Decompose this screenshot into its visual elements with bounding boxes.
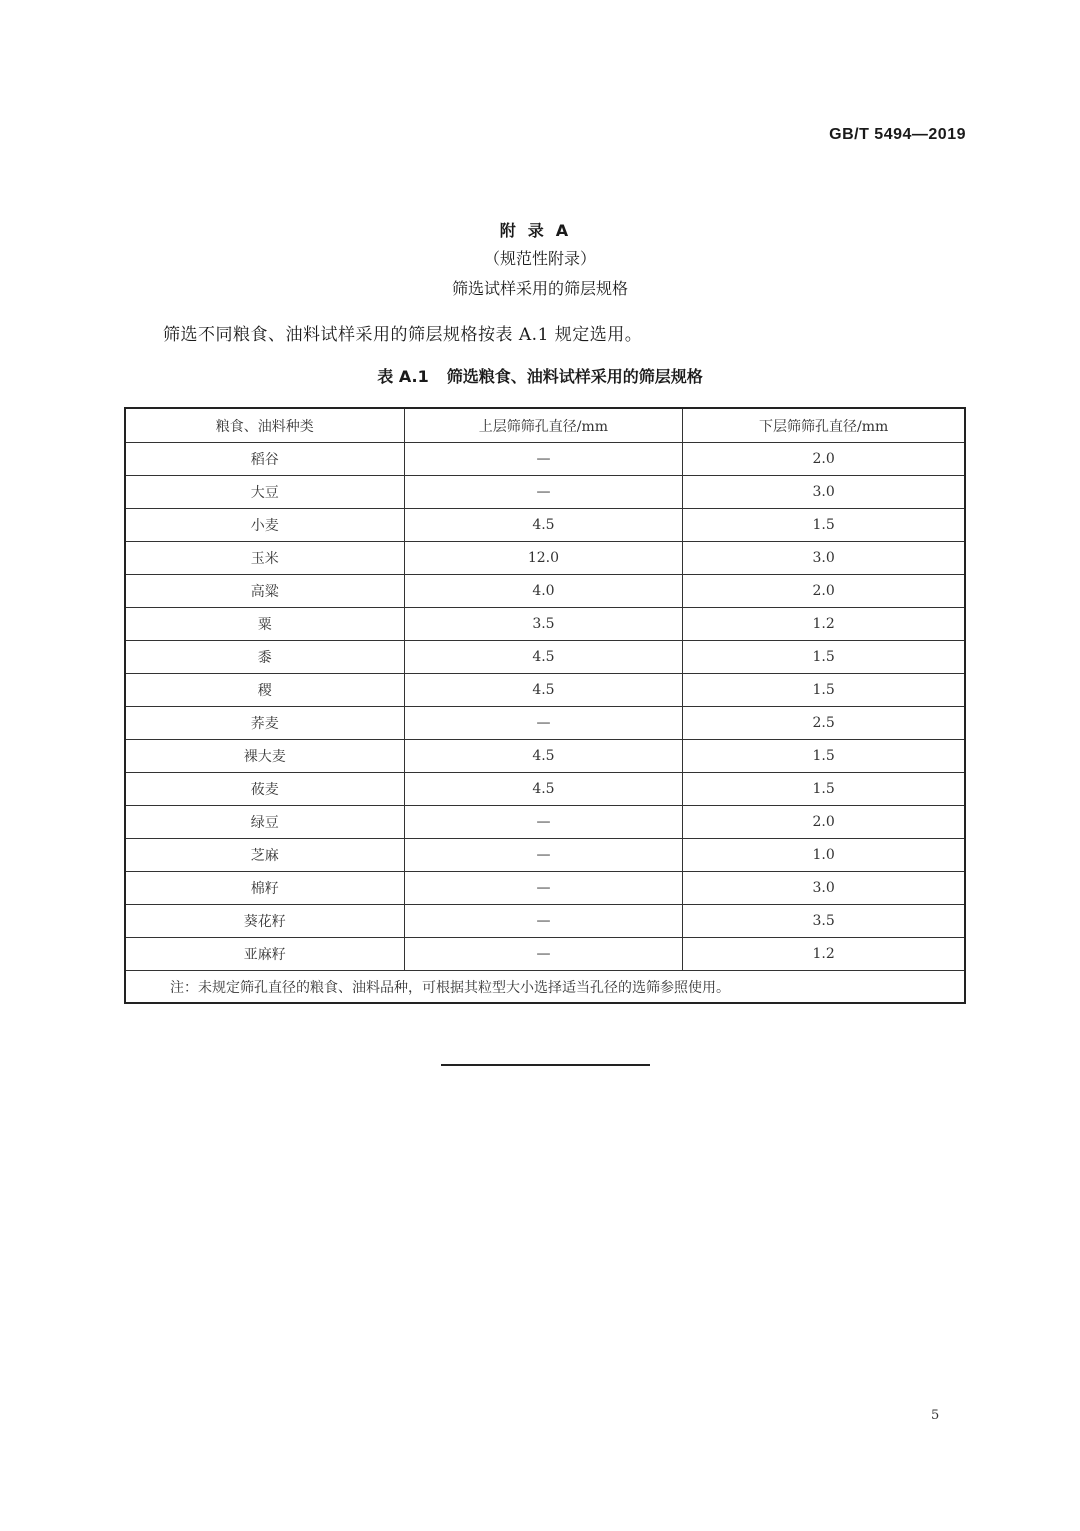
table-row bbox=[125, 509, 965, 542]
lower-sieve-cell: 2.0 bbox=[683, 806, 965, 839]
table-row bbox=[125, 740, 965, 773]
grain-type-cell: 高粱 bbox=[125, 575, 404, 608]
end-of-document-line bbox=[441, 1064, 650, 1066]
header-grain-type: 粮食、油料种类 bbox=[125, 408, 404, 443]
intro-paragraph: 筛选不同粮食、油料试样采用的筛层规格按表 A.1 规定选用。 bbox=[163, 325, 643, 345]
upper-sieve-cell: 12.0 bbox=[404, 542, 683, 575]
grain-type-cell: 小麦 bbox=[125, 509, 404, 542]
table-caption bbox=[0, 364, 1080, 387]
table-row bbox=[125, 641, 965, 674]
header-upper-sieve: 上层筛筛孔直径/mm bbox=[404, 408, 683, 443]
grain-type-cell: 荞麦 bbox=[125, 707, 404, 740]
grain-type-cell: 玉米 bbox=[125, 542, 404, 575]
lower-sieve-cell: 3.0 bbox=[683, 542, 965, 575]
lower-sieve-cell: 2.0 bbox=[683, 443, 965, 476]
grain-type-cell: 稷 bbox=[125, 674, 404, 707]
lower-sieve-cell: 2.5 bbox=[683, 707, 965, 740]
table-row bbox=[125, 608, 965, 641]
table-caption-number: 表 A.1 bbox=[377, 367, 429, 386]
grain-type-cell: 亚麻籽 bbox=[125, 938, 404, 971]
table-row bbox=[125, 839, 965, 872]
appendix-title: 附录A bbox=[499, 221, 581, 240]
lower-sieve-cell: 1.0 bbox=[683, 839, 965, 872]
grain-type-cell: 黍 bbox=[125, 641, 404, 674]
upper-sieve-cell: 4.5 bbox=[404, 641, 683, 674]
grain-type-cell: 莜麦 bbox=[125, 773, 404, 806]
grain-type-cell: 裸大麦 bbox=[125, 740, 404, 773]
lower-sieve-cell: 1.5 bbox=[683, 740, 965, 773]
lower-sieve-cell: 1.2 bbox=[683, 608, 965, 641]
page-number: 5 bbox=[931, 1408, 940, 1423]
upper-sieve-cell: 3.5 bbox=[404, 608, 683, 641]
table-row bbox=[125, 674, 965, 707]
lower-sieve-cell: 2.0 bbox=[683, 575, 965, 608]
lower-sieve-cell: 1.5 bbox=[683, 773, 965, 806]
lower-sieve-cell: 1.5 bbox=[683, 641, 965, 674]
table-row bbox=[125, 542, 965, 575]
grain-type-cell: 芝麻 bbox=[125, 839, 404, 872]
lower-sieve-cell: 3.0 bbox=[683, 476, 965, 509]
table-caption-title: 筛选粮食、油料试样采用的筛层规格 bbox=[446, 367, 703, 386]
table-row bbox=[125, 476, 965, 509]
appendix-heading bbox=[0, 218, 1080, 304]
grain-type-cell: 稻谷 bbox=[125, 443, 404, 476]
upper-sieve-cell: — bbox=[404, 905, 683, 938]
grain-type-cell: 大豆 bbox=[125, 476, 404, 509]
grain-type-cell: 绿豆 bbox=[125, 806, 404, 839]
table-header-row bbox=[125, 408, 965, 443]
upper-sieve-cell: 4.5 bbox=[404, 773, 683, 806]
upper-sieve-cell: — bbox=[404, 938, 683, 971]
standard-number: GB/T 5494—2019 bbox=[829, 126, 966, 143]
appendix-type: （规范性附录） bbox=[483, 249, 596, 268]
upper-sieve-cell: — bbox=[404, 707, 683, 740]
upper-sieve-cell: 4.0 bbox=[404, 575, 683, 608]
grain-type-cell: 葵花籽 bbox=[125, 905, 404, 938]
header-lower-sieve: 下层筛筛孔直径/mm bbox=[683, 408, 965, 443]
table-note-row bbox=[125, 971, 965, 1004]
table-row bbox=[125, 905, 965, 938]
upper-sieve-cell: — bbox=[404, 806, 683, 839]
table-row bbox=[125, 443, 965, 476]
upper-sieve-cell: — bbox=[404, 839, 683, 872]
table-row bbox=[125, 575, 965, 608]
table-row bbox=[125, 806, 965, 839]
appendix-subject: 筛选试样采用的筛层规格 bbox=[451, 279, 628, 298]
table-row bbox=[125, 707, 965, 740]
lower-sieve-cell: 1.2 bbox=[683, 938, 965, 971]
upper-sieve-cell: — bbox=[404, 476, 683, 509]
grain-type-cell: 粟 bbox=[125, 608, 404, 641]
upper-sieve-cell: 4.5 bbox=[404, 740, 683, 773]
lower-sieve-cell: 3.0 bbox=[683, 872, 965, 905]
lower-sieve-cell: 1.5 bbox=[683, 674, 965, 707]
grain-type-cell: 棉籽 bbox=[125, 872, 404, 905]
upper-sieve-cell: — bbox=[404, 443, 683, 476]
lower-sieve-cell: 1.5 bbox=[683, 509, 965, 542]
upper-sieve-cell: 4.5 bbox=[404, 674, 683, 707]
upper-sieve-cell: — bbox=[404, 872, 683, 905]
lower-sieve-cell: 3.5 bbox=[683, 905, 965, 938]
sieve-spec-table bbox=[124, 407, 966, 1004]
table-note: 注：未规定筛孔直径的粮食、油料品种，可根据其粒型大小选择适当孔径的选筛参照使用。 bbox=[125, 971, 965, 1004]
upper-sieve-cell: 4.5 bbox=[404, 509, 683, 542]
table-row bbox=[125, 938, 965, 971]
table-row bbox=[125, 872, 965, 905]
table-row bbox=[125, 773, 965, 806]
